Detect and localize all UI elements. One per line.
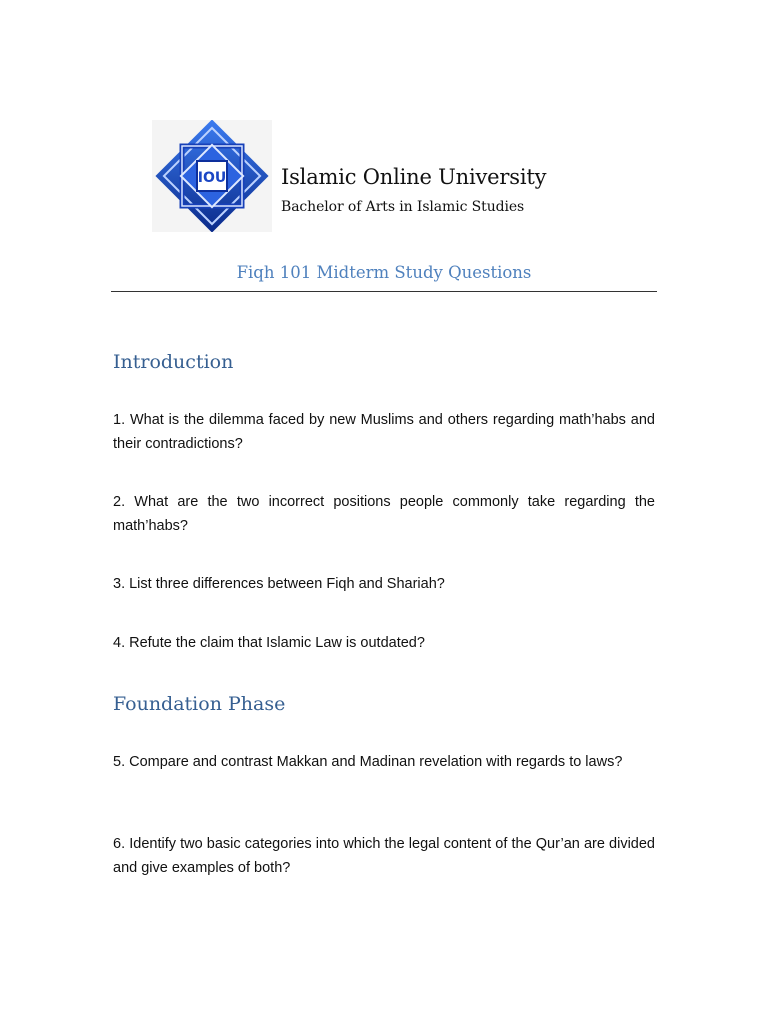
question-item: 5. Compare and contrast Makkan and Madinan revelation with regards to laws? — [113, 754, 623, 770]
university-logo — [152, 120, 272, 232]
question-item: 3. List three differences between Fiqh and Shariah? — [113, 576, 445, 592]
section-heading-introduction: Introduction — [113, 351, 234, 373]
question-item: 1. What is the dilemma faced by new Muslims and others regarding math’habs and their contradictions? — [113, 412, 655, 452]
question-item: 2. What are the two incorrect positions people commonly take regarding the math’habs? — [113, 494, 655, 534]
document-title: Fiqh 101 Midterm Study Questions — [236, 263, 532, 282]
question-item: 6. Identify two basic categories into which the legal content of the Qur’an are divided and give examples of both? — [113, 836, 655, 876]
program-name: Bachelor of Arts in Islamic Studies — [281, 199, 525, 215]
title-divider — [111, 291, 657, 292]
section-heading-foundation-phase: Foundation Phase — [113, 693, 286, 715]
university-name: Islamic Online University — [281, 165, 547, 189]
iou-logo-icon — [152, 120, 272, 232]
svg-text:IOU: IOU — [197, 170, 227, 186]
question-item: 4. Refute the claim that Islamic Law is outdated? — [113, 635, 425, 651]
